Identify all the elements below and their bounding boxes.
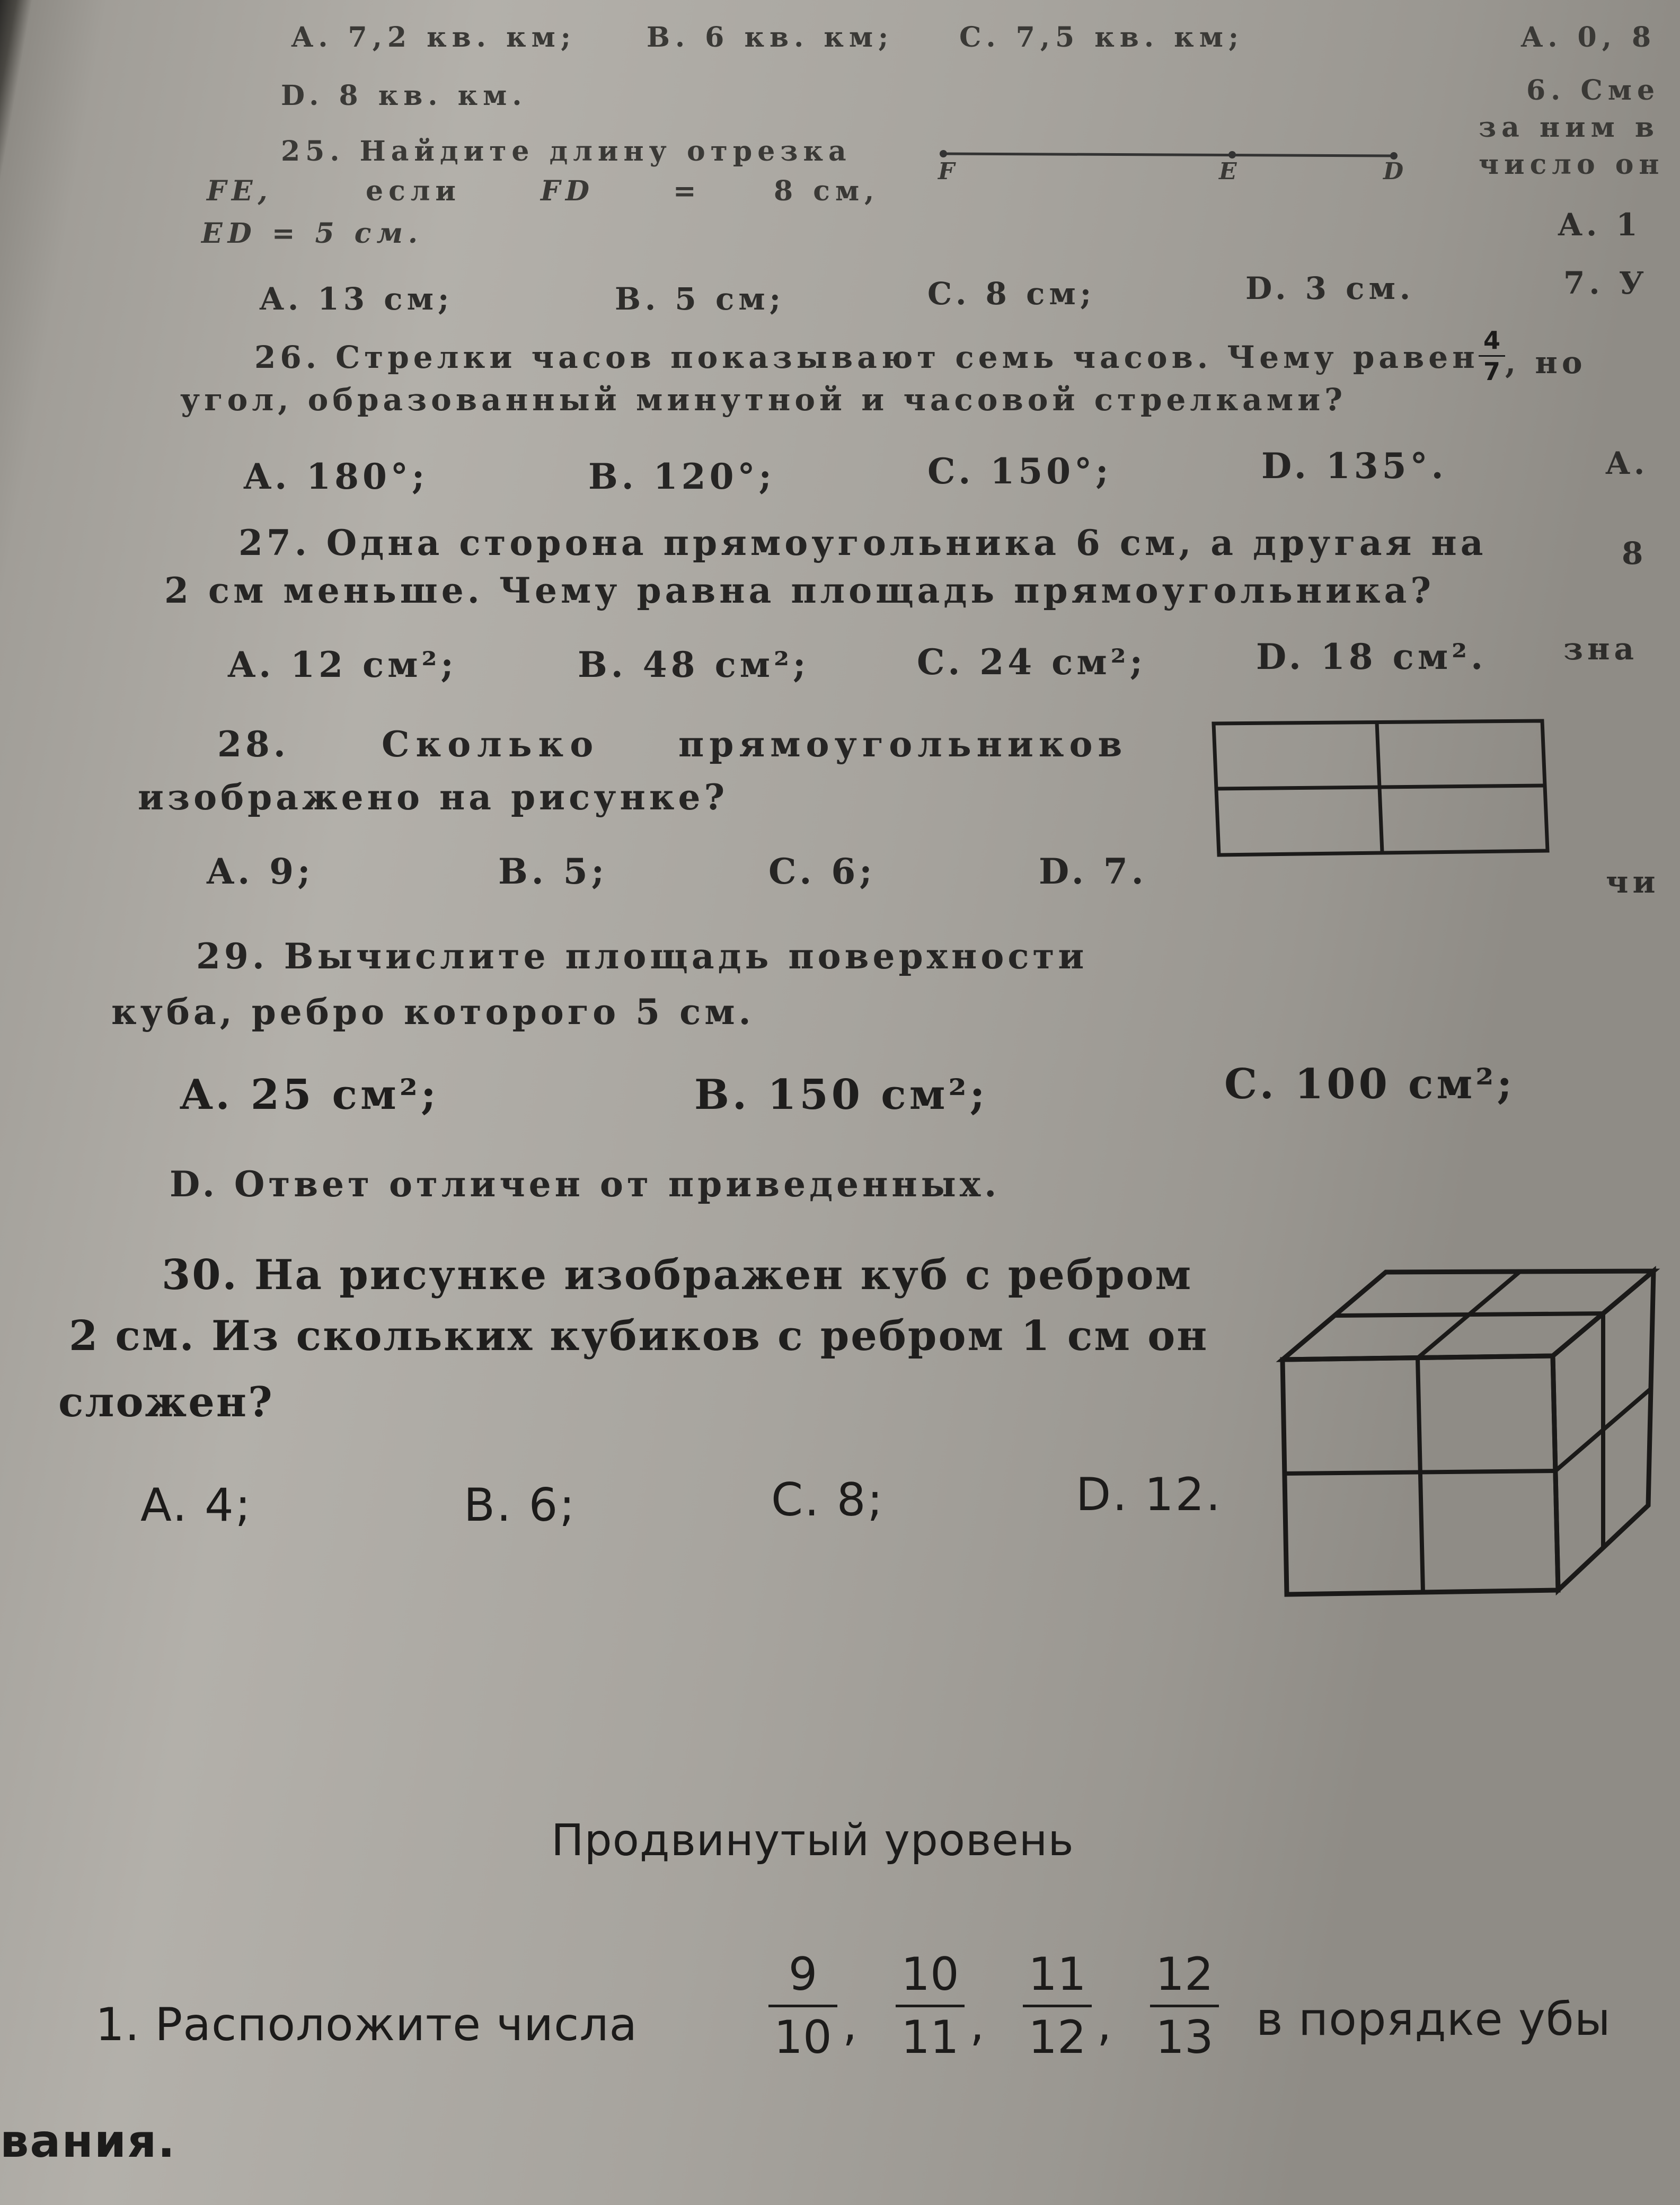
q27-option-c: C. 24 см²; [917,641,1146,683]
q24-option-b: B. 6 кв. км; [647,21,894,54]
right-col-fraction: 4 7 [1479,328,1505,385]
q28-question-word-1: Сколько [382,724,600,765]
q24-option-a: A. 7,2 кв. км; [291,21,576,54]
q28-option-b: B. 5; [498,851,608,892]
q25-option-a: A. 13 см; [260,281,454,317]
q25-question-8cm: 8 см, [774,175,880,207]
segment-point-f: F [938,158,960,185]
fraction-10-11: 10 11 [896,1951,965,2062]
fraction-12-13: 12 13 [1150,1951,1219,2062]
q29-question-line-1: 29. Вычислите площадь поверхности [196,936,1088,977]
right-col-fragment-1: A. 0, 8 [1521,21,1657,54]
right-col-fragment-11: чи [1606,864,1660,900]
q28-option-d: D. 7. [1039,851,1147,892]
right-col-fragment-10: зна [1563,631,1639,667]
q28-number: 28. [217,724,289,765]
right-col-fragment-4: число он [1479,148,1665,181]
q30-question-line-3: сложен? [58,1378,274,1426]
q28-question-line-2: изображено на рисунке? [138,777,729,818]
q27-option-a: A. 12 см²; [228,644,457,685]
q24-option-d: D. 8 кв. км. [281,80,527,112]
fraction-9-10: 9 10 [768,1951,837,2062]
q25-question-line-3: ED = 5 см. [201,217,423,250]
q26-question-line-2: угол, образованный минутной и часовой стрелками? [180,382,1347,418]
q27-option-d: D. 18 см². [1256,636,1487,677]
right-col-fragment-6: 7. У [1563,265,1648,301]
rectangles-figure [1208,718,1563,867]
q30-option-d: D. 12. [1076,1468,1222,1521]
q26-option-a: A. 180°; [244,456,429,497]
q25-question-FD: FD [541,175,595,207]
q27-question-line-2: 2 см меньше. Чему равна площадь прямоугольника? [164,570,1435,611]
q27-option-b: B. 48 см²; [578,644,810,685]
advanced-q1-suffix: в порядке убы [1256,1993,1611,2046]
q30-question-line-1: 30. На рисунке изображен куб с ребром [162,1251,1193,1299]
right-col-fragment-9: 8 [1622,535,1648,571]
segment-point-e: E [1219,158,1242,185]
cube-2x2x2-figure [1277,1262,1680,1606]
right-col-fragment-5: A. 1 [1558,207,1642,243]
right-col-fragment-3: за ним в [1479,111,1660,144]
comma-2: , [970,1998,986,2051]
q25-question-FE: FE, [207,175,273,207]
q29-question-line-2: куба, ребро которого 5 см. [111,991,755,1033]
q25-question-eq: = [673,175,702,207]
advanced-q1-continuation: вания. [0,2115,176,2168]
q28-question-word-2: прямоугольников [678,724,1128,765]
q26-option-c: C. 150°; [927,451,1112,492]
right-col-fragment-7: , но [1505,345,1587,381]
q26-option-b: B. 120°; [588,456,775,497]
q26-option-d: D. 135°. [1261,445,1447,487]
q29-option-b: B. 150 см²; [694,1071,988,1119]
q30-option-b: B. 6; [464,1479,577,1532]
q30-option-a: A. 4; [140,1479,252,1532]
q26-question-line-1: 26. Стрелки часов показывают семь часов. Чему равен [254,339,1479,375]
q25-option-d: D. 3 см. [1245,270,1415,306]
q29-option-a: A. 25 см²; [180,1071,439,1119]
right-col-fragment-8: A. [1606,445,1649,481]
q28-option-a: A. 9; [207,851,314,892]
q25-question-if: если [366,175,461,207]
q29-option-d: D. Ответ отличен от приведенных. [170,1163,1001,1205]
q27-question-line-1: 27. Одна сторона прямоугольника 6 см, а другая на [238,522,1487,563]
q30-question-line-2: 2 см. Из скольких кубиков с ребром 1 см он [69,1312,1209,1360]
q25-question-line-1: 25. Найдите длину отрезка [281,135,852,167]
q28-option-c: C. 6; [768,851,876,892]
advanced-q1-prefix: 1. Расположите числа [95,1998,638,2051]
right-col-fragment-2: 6. Сме [1526,74,1660,107]
section-title: Продвинутый уровень [551,1815,1074,1866]
segment-point-d: D [1383,158,1409,185]
q25-option-c: C. 8 см; [927,276,1096,312]
fraction-11-12: 11 12 [1023,1951,1092,2062]
q29-option-c: C. 100 см²; [1224,1060,1516,1108]
comma-3: , [1097,1998,1113,2051]
q30-option-c: C. 8; [771,1474,885,1527]
q24-option-c: C. 7,5 кв. км; [959,21,1244,54]
q25-option-b: B. 5 см; [615,281,785,317]
comma-1: , [843,1998,859,2051]
